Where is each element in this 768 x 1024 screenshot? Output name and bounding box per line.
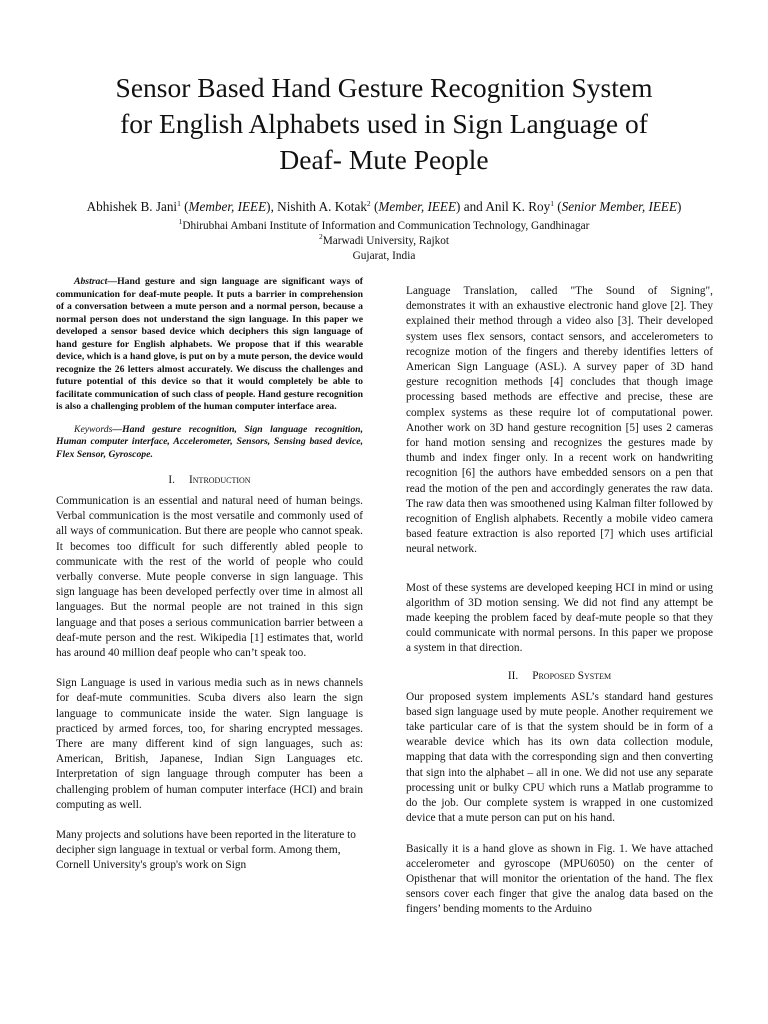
affiliation-3-text: Gujarat, India [352, 250, 416, 262]
affiliation-1-mark: 1 [178, 217, 183, 226]
related-work-paragraph-2: Most of these systems are developed keeping HCI in mind or using algorithm of 3D motion sensing. We did not find any attempt be made keeping the problem faced by deaf-mute people so that they could communicate with normal persons. In this paper we propose a system in that direction. [406, 581, 713, 655]
keywords-text: Hand gesture recognition, Sign language recognition, Human computer interface, Accelerometer, Sensors, Sensing based device, Flex Sensor, Gyroscope. [56, 423, 363, 460]
title-line-3: Deaf- Mute People [279, 144, 489, 175]
section-heading-proposed-system [406, 669, 713, 683]
section-1-number: I. [168, 474, 176, 486]
abstract-text: Hand gesture and sign language are significant ways of communication for deaf-mute people. It puts a barrier in comprehension of a conversation between a mute person and a normal person, because a normal person does not understand the sign language. In this paper we developed a sensor based device which deciphers this sign language of hand gesture for English alphabets. We propose that if this wearable device, which is a hand glove, is put on by a mute person, the device would recognize the 26 letters almost accurately. We discuss the challenges and future potential of this device so that it would completely be able to facilitate communication of such class of people. Hand gesture recognition is also a challenging problem of the human computer interface area. [56, 276, 363, 412]
title-line-2: for English Alphabets used in Sign Language of [120, 108, 648, 139]
affiliation-2-mark: 2 [318, 232, 323, 241]
keywords [56, 424, 363, 462]
section-2-number: II. [507, 669, 519, 682]
intro-paragraph-1: Communication is an essential and natural need of human beings. Verbal communication is the most versatile and commonly used of all ways of communication. But there are people who cannot speak. It becomes too difficult for such differently abled people to communicate with the rest of the world of people who could verbally converse. Mute people converse in sign language. This sign language has been developed perfectly over time in almost all languages. But the normal people are not trained in this sign language and that poses a serious communication barrier between a deaf-mute person and the rest. Wikipedia [1] estimates that, world has around 40 million deaf people who can’t speak too. [56, 495, 363, 660]
title-line-1: Sensor Based Hand Gesture Recognition System [115, 72, 653, 103]
abstract-dash: — [107, 276, 118, 287]
author-2-name: Nishith A. Kotak [277, 199, 367, 214]
author-conjunction: and [463, 199, 483, 214]
right-column [406, 284, 713, 918]
section-2-title: Proposed System [532, 669, 612, 682]
author-list: Abhishek B. Jani$^1$ (Member, IEEE), Nishith A. Kotak$^2$ (Member, IEEE) and Anil K. Roy$^1$ (Senior Member, IEEE) [86, 199, 682, 214]
author-3-affil-mark: 1 [550, 199, 554, 208]
abstract [56, 276, 363, 414]
left-column [56, 276, 363, 874]
affiliation-1-text: Dhirubhai Ambani Institute of Information and Communication Technology, Gandhinagar [182, 220, 590, 232]
related-work-paragraph-1: Language Translation, called "The Sound of Signing", demonstrates it with an exhaustive electronic hand glove [2]. They explained their method through a video also [3]. Their developed system uses flex sensors, contact sensors, and accelerometers to recognize motion of the fingers and thereby identifies letters of American Sign Language (ASL). A survey paper of 3D hand gesture recognition methods [4] concludes that though image processing based methods are effective and precise, these are complex systems as these require lot of computational power. Another work on 3D hand gesture recognition [5] uses 2 cameras for hand motion sensing and recognizes the gestures made by thumb and index finger only. In a recent work on handwriting recognition [6] the authors have embedded sensors on a pen that read the motion of the pen and accordingly generates the raw data. The raw data then was smoothened using Kalman filter followed by recognition of English alphabets. Recently a mobile video camera based feature extraction is also reported [7] which uses artificial neural network. [406, 285, 713, 556]
affiliation-2-text: Marwadi University, Rajkot [322, 235, 450, 247]
author-1-affil-mark: 1 [177, 199, 181, 208]
author-1-name: Abhishek B. Jani [86, 199, 178, 214]
proposed-paragraph-1: Our proposed system implements ASL’s standard hand gestures based sign language used by mute people. Another requirement we take particular care of is that the system should be in form of a wearable device which has its own data collection module, mapping that data with the corresponding sign and then converting that sign into the alphabet – all in one. We did not use any separate processing unit or bulky CPU which runs a Matlab programme to do the job. Our complete system is wrapped in one customized device that a mute person can put on his hand. [406, 690, 713, 825]
keywords-label: Keywords [74, 423, 113, 435]
author-3-name: Anil K. Roy [485, 199, 551, 214]
affiliation-2 [40, 234, 728, 248]
author-1-role: Member, IEEE [188, 199, 267, 214]
author-3-role: Senior Member, IEEE [561, 199, 677, 214]
affiliation-3 [40, 249, 728, 263]
paper-title [40, 70, 728, 178]
author-2-role: Member, IEEE [378, 199, 457, 214]
section-heading-introduction [56, 473, 363, 487]
section-1-title: Introduction [189, 474, 251, 486]
proposed-paragraph-2: Basically it is a hand glove as shown in Fig. 1. We have attached accelerometer and gyroscope (MPU6050) on the center of Opisthenar that will monitor the orientation of the hand. The flex sensors cover each finger that give the analog data based on the fingers’ bending moments to the Arduino [406, 842, 713, 916]
affiliation-1 [40, 219, 728, 233]
author-2-affil-mark: 2 [366, 199, 371, 208]
intro-paragraph-3: Many projects and solutions have been reported in the literature to decipher sign language in textual or verbal form. Among them, Cornell University's group's work on Sign [56, 829, 356, 872]
keywords-dash: — [112, 423, 123, 435]
intro-paragraph-2: Sign Language is used in various media such as in news channels for deaf-mute communities. Scuba divers also learn the sign language to communicate inside the water. Sign language is practiced by armed forces, too, for sharing encrypted messages. There are many different kind of sign languages, such as: American, British, Japanese, Indian Sign Languages etc. Interpretation of sign language through computer has been a challenging problem of human computer interface (HCI) and brain computing as well. [56, 677, 363, 811]
abstract-label: Abstract [74, 276, 108, 287]
